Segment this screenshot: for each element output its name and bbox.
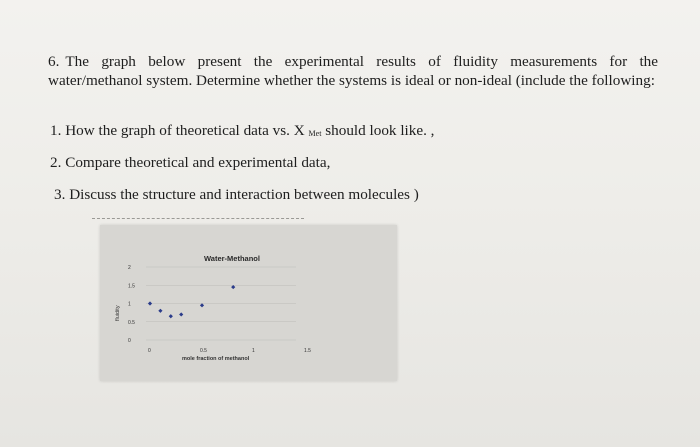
question-body: The graph below present the experimental results of fluidity measurements for the water/methanol system. Determine whether the systems is ideal or non-ideal (include the following: bbox=[48, 53, 658, 89]
dashed-divider bbox=[92, 218, 304, 219]
item-1 bbox=[50, 122, 434, 140]
chart-y-axis-label: fluidity bbox=[115, 305, 121, 321]
question-text bbox=[48, 52, 658, 90]
item-1-subscript: Met bbox=[308, 129, 322, 138]
chart-image bbox=[100, 225, 397, 381]
chart-x-tick-label: 0.5 bbox=[200, 348, 207, 354]
item-1-text: 1. How the graph of theoretical data vs. X bbox=[50, 122, 305, 139]
chart-y-tick-label: 0 bbox=[128, 338, 131, 344]
chart-x-tick-label: 1.5 bbox=[304, 348, 311, 354]
item-3: 3. Discuss the structure and interaction between molecules ) bbox=[54, 186, 419, 203]
chart-title: Water-Methanol bbox=[204, 254, 260, 263]
chart-y-tick-label: 1 bbox=[128, 301, 131, 308]
chart-y-tick-label: 1.5 bbox=[128, 283, 135, 290]
chart-y-tick-label: 0.5 bbox=[128, 319, 135, 326]
chart-svg bbox=[100, 225, 397, 381]
item-1-tail: should look like. , bbox=[325, 122, 435, 139]
question-number: 6. bbox=[48, 53, 60, 70]
chart-y-tick-label: 2 bbox=[128, 265, 131, 271]
chart-x-axis-label: mole fraction of methanol bbox=[182, 356, 250, 362]
chart-x-tick-label: 1 bbox=[252, 348, 255, 354]
question-block bbox=[48, 52, 658, 90]
chart-x-tick-label: 0 bbox=[148, 348, 151, 354]
item-2: 2. Compare theoretical and experimental data, bbox=[50, 154, 331, 171]
